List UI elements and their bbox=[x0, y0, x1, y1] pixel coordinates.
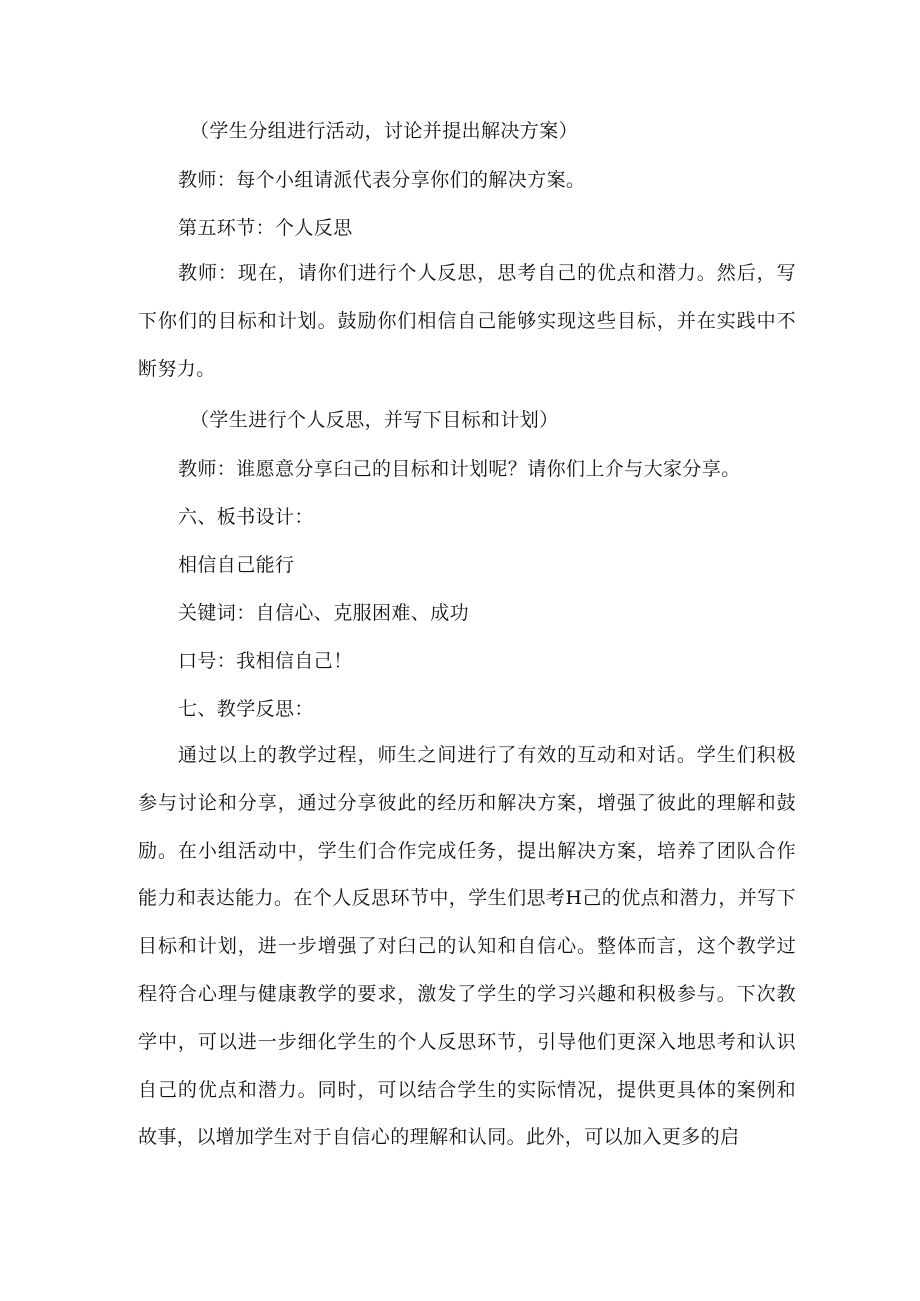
section-heading-teaching-reflection: 七、教学反思： bbox=[178, 698, 314, 720]
board-slogan: 口号：我相信自己！ bbox=[178, 650, 353, 672]
paragraph-student-reflection: （学生进行个人反思，并写下目标和计划） bbox=[190, 409, 559, 431]
board-title: 相信自己能行 bbox=[178, 554, 295, 576]
section-heading-board-design: 六、板书设计： bbox=[178, 506, 314, 528]
paragraph-student-group-activity: （学生分组进行活动，讨论并提出解决方案） bbox=[190, 120, 579, 142]
paragraph-teaching-reflection-body: 通过以上的教学过程，师生之间进行了有效的互动和对话。学生们积极参与讨论和分享，通过分享彼此的经历和解决方案，增强了彼此的理解和鼓励。在小组活动中，学生们合作完成任务，提出解决方案，培养了团队合作能力和表达能力。在个人反思环节中，学生们思考H己的优点和潜力，并写下目标和计划，进一步增强了对臼己的认知和自信心。整体而言，这个教学过程符合心理与健康教学的要求，激发了学生的学习兴趣和积极参与。下次教学中，可以进一步细化学生的个人反思环节，引导他们更深入地思考和认识自己的优点和潜力。同时，可以结合学生的实际情况，提供更具体的案例和故事，以增加学生对于自信心的理解和认同。此外，可以加入更多的启 bbox=[138, 744, 796, 1149]
paragraph-teacher-reflection: 教师：现在，请你们进行个人反思，思考自己的优点和潜力。然后，写下你们的目标和计划。鼓励你们相信自己能够实现这些目标，并在实践中不断努力。 bbox=[138, 262, 796, 380]
section-heading-fifth-stage: 第五环节：个人反思 bbox=[178, 217, 353, 239]
paragraph-teacher-who-shares: 教师：谁愿意分享臼己的目标和计划呢？请你们上介与大家分享。 bbox=[178, 458, 741, 480]
board-keywords: 关键词：自信心、克服困难、成功 bbox=[178, 602, 470, 624]
paragraph-teacher-share-solutions: 教师：每个小组请派代表分享你们的解决方案。 bbox=[178, 169, 586, 191]
